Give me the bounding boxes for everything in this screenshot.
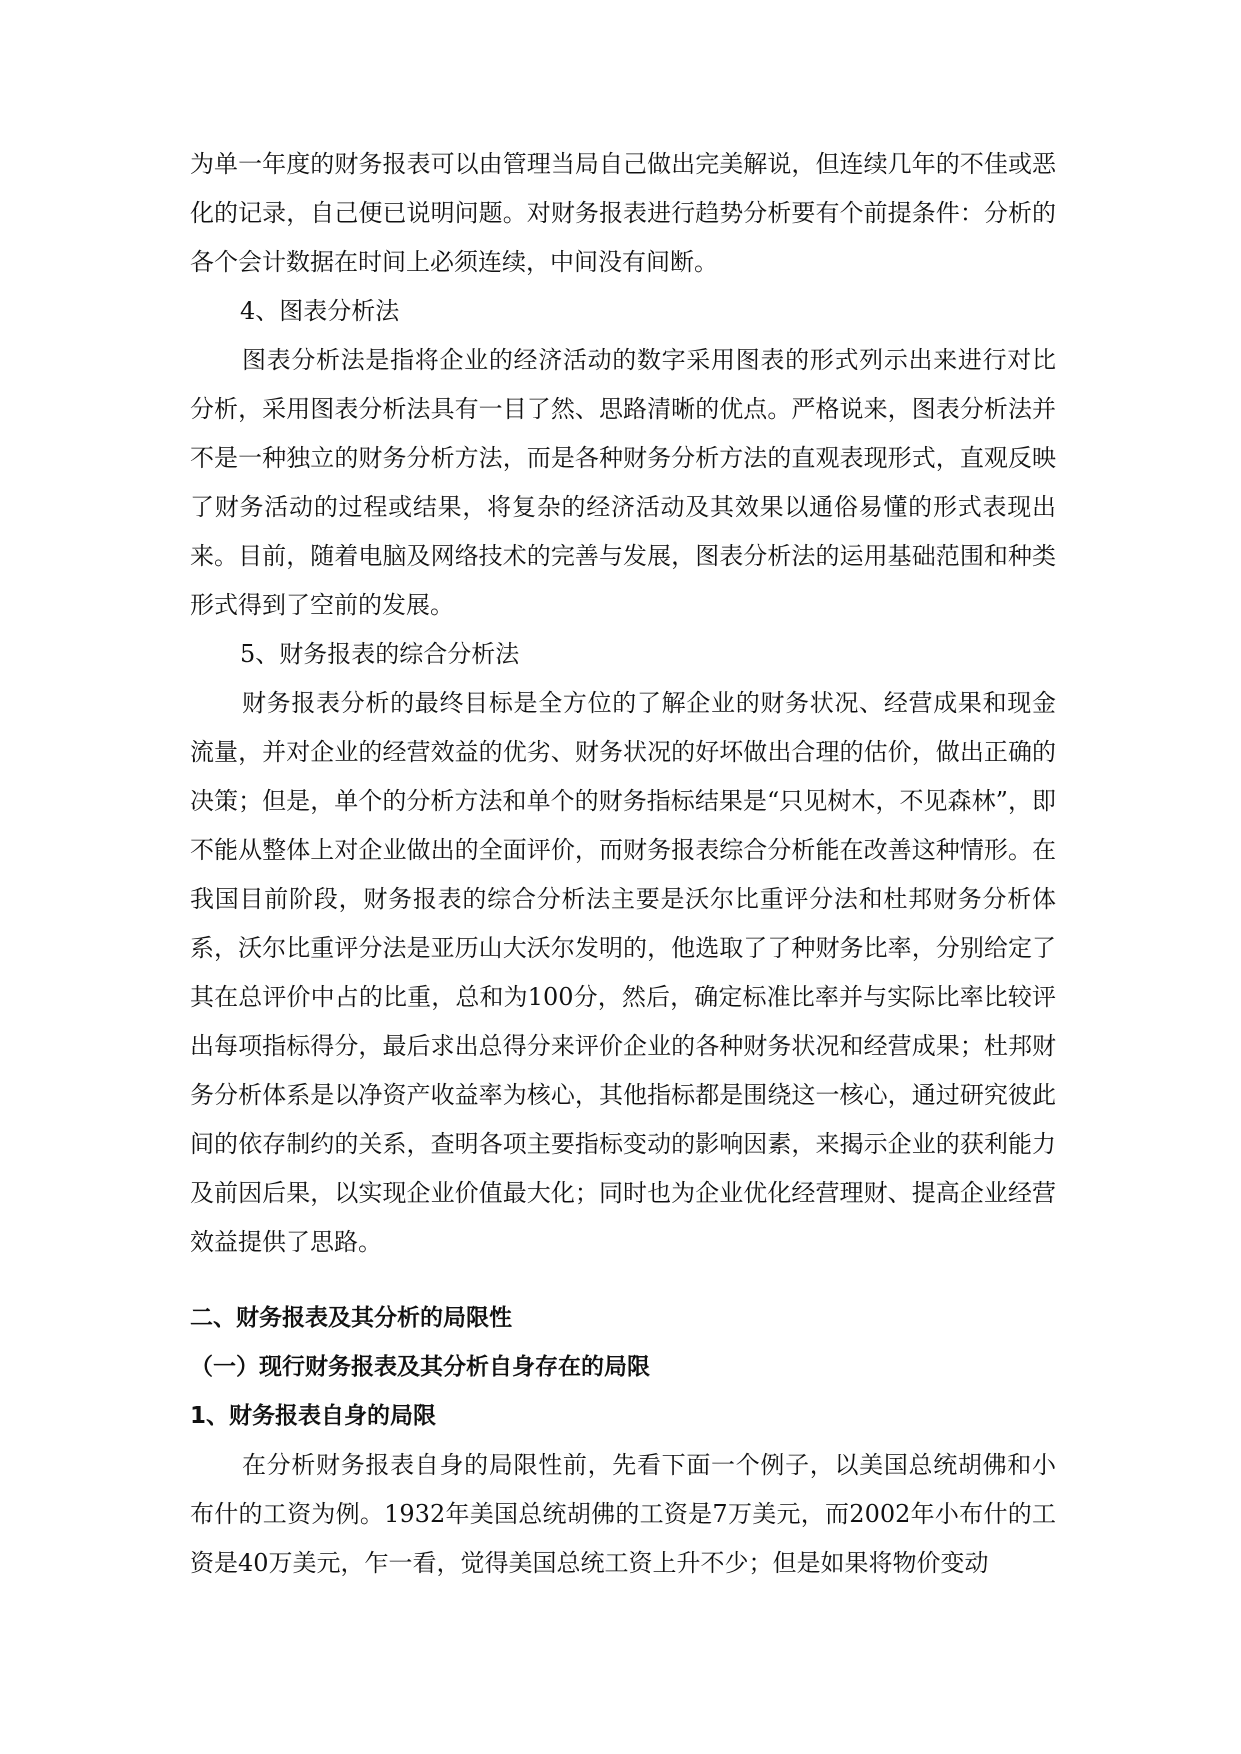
paragraph-salary-example: 在分析财务报表自身的局限性前，先看下面一个例子，以美国总统胡佛和小布什的工资为例。1932年美国总统胡佛的工资是7万美元，而2002年小布什的工资是40万美元，乍一看，觉得美国总统工资上升不少；但是如果将物价变动 [190,1451,1056,1577]
document-page [190,140,1056,1588]
subsubsection-heading-report-limits: 1、财务报表自身的局限 [190,1403,437,1429]
paragraph-trend-analysis: 为单一年度的财务报表可以由管理当局自己做出完美解说，但连续几年的不佳或恶化的记录，自己便已说明问题。对财务报表进行趋势分析要有个前提条件：分析的各个会计数据在时间上必须连续，中间没有间断。 [190,150,1056,276]
section-heading-limitations: 二、财务报表及其分析的局限性 [190,1305,512,1331]
item-chart-analysis-title: 4、图表分析法 [240,297,400,325]
paragraph-comprehensive-analysis: 财务报表分析的最终目标是全方位的了解企业的财务状况、经营成果和现金流量，并对企业的经营效益的优劣、财务状况的好坏做出合理的估价，做出正确的决策；但是，单个的分析方法和单个的财务指标结果是“只见树木，不见森林”，即不能从整体上对企业做出的全面评价，而财务报表综合分析能在改善这种情形。在我国目前阶段，财务报表的综合分析法主要是沃尔比重评分法和杜邦财务分析体系，沃尔比重评分法是亚历山大沃尔发明的，他选取了了种财务比率，分别给定了其在总评价中占的比重，总和为100分，然后，确定标准比率并与实际比率比较评出每项指标得分，最后求出总得分来评价企业的各种财务状况和经营成果；杜邦财务分析体系是以净资产收益率为核心，其他指标都是围绕这一核心，通过研究彼此间的依存制约的关系，查明各项主要指标变动的影响因素，来揭示企业的获利能力及前因后果，以实现企业价值最大化；同时也为企业优化经营理财、提高企业经营效益提供了思路。 [190,689,1056,1256]
subsection-heading-inherent-limits: （一）现行财务报表及其分析自身存在的局限 [190,1354,650,1380]
paragraph-chart-analysis: 图表分析法是指将企业的经济活动的数字采用图表的形式列示出来进行对比分析，采用图表分析法具有一目了然、思路清晰的优点。严格说来，图表分析法并不是一种独立的财务分析方法，而是各种财务分析方法的直观表现形式，直观反映了财务活动的过程或结果，将复杂的经济活动及其效果以通俗易懂的形式表现出来。目前，随着电脑及网络技术的完善与发展，图表分析法的运用基础范围和种类形式得到了空前的发展。 [190,346,1056,619]
item-comprehensive-analysis-title: 5、财务报表的综合分析法 [240,640,520,668]
